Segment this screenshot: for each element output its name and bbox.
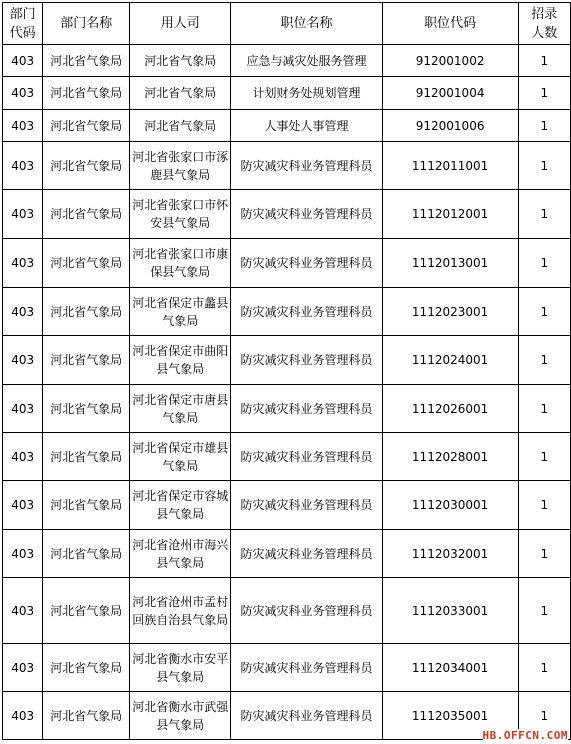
dept-name-cell: 河北省气象局 xyxy=(43,110,130,142)
header-row xyxy=(3,3,571,45)
dept-code-cell: 403 xyxy=(3,644,43,692)
position-name-cell: 防灾减灾科业务管理科员 xyxy=(231,481,382,530)
employer-cell: 河北省保定市曲阳 县气象局 xyxy=(130,336,231,385)
dept-code-cell: 403 xyxy=(3,110,43,142)
headcount-cell: 1 xyxy=(518,336,570,385)
dept-code-cell: 403 xyxy=(3,433,43,481)
dept-code-cell: 403 xyxy=(3,239,43,288)
table-row xyxy=(3,578,571,644)
employer-cell: 河北省张家口市涿 鹿县气象局 xyxy=(130,142,231,190)
position-code-cell: 1112030001 xyxy=(382,481,518,530)
header-position-name: 职位名称 xyxy=(231,3,382,45)
dept-code-cell: 403 xyxy=(3,385,43,433)
position-code-cell: 1112026001 xyxy=(382,385,518,433)
dept-code-cell: 403 xyxy=(3,190,43,239)
site-watermark: HB.OFFCN.COM xyxy=(482,729,568,742)
headcount-cell: 1 xyxy=(518,288,570,336)
header-employer: 用人司 xyxy=(130,3,231,45)
position-code-cell: 1112035001 xyxy=(382,692,518,740)
table-row xyxy=(3,644,571,692)
dept-name-cell: 河北省气象局 xyxy=(43,481,130,530)
table-row xyxy=(3,142,571,190)
position-code-cell: 1112034001 xyxy=(382,644,518,692)
table-row xyxy=(3,110,571,142)
position-name-cell: 防灾减灾科业务管理科员 xyxy=(231,530,382,578)
position-code-cell: 1112023001 xyxy=(382,288,518,336)
headcount-cell: 1 xyxy=(518,481,570,530)
headcount-cell: 1 xyxy=(518,692,570,740)
position-name-cell: 防灾减灾科业务管理科员 xyxy=(231,288,382,336)
position-name-cell: 计划财务处规划管理 xyxy=(231,77,382,110)
employer-cell: 河北省气象局 xyxy=(130,110,231,142)
dept-name-cell: 河北省气象局 xyxy=(43,336,130,385)
employer-cell: 河北省张家口市怀 安县气象局 xyxy=(130,190,231,239)
position-code-cell: 912001004 xyxy=(382,77,518,110)
position-name-cell: 防灾减灾科业务管理科员 xyxy=(231,239,382,288)
position-name-cell: 防灾减灾科业务管理科员 xyxy=(231,644,382,692)
headcount-cell: 1 xyxy=(518,644,570,692)
position-table xyxy=(2,2,571,740)
table-row xyxy=(3,433,571,481)
dept-name-cell: 河北省气象局 xyxy=(43,385,130,433)
headcount-cell: 1 xyxy=(518,239,570,288)
position-name-cell: 防灾减灾科业务管理科员 xyxy=(231,692,382,740)
dept-name-cell: 河北省气象局 xyxy=(43,433,130,481)
dept-code-cell: 403 xyxy=(3,45,43,77)
employer-cell: 河北省衡水市武强 县气象局 xyxy=(130,692,231,740)
table-row xyxy=(3,239,571,288)
dept-name-cell: 河北省气象局 xyxy=(43,644,130,692)
employer-cell: 河北省保定市蠡县 气象局 xyxy=(130,288,231,336)
employer-cell: 河北省沧州市海兴 县气象局 xyxy=(130,530,231,578)
employer-cell: 河北省保定市唐县 气象局 xyxy=(130,385,231,433)
position-name-cell: 防灾减灾科业务管理科员 xyxy=(231,578,382,644)
dept-name-cell: 河北省气象局 xyxy=(43,77,130,110)
header-dept-code: 部门 代码 xyxy=(3,3,43,45)
position-code-cell: 1112024001 xyxy=(382,336,518,385)
table-row xyxy=(3,530,571,578)
table-row xyxy=(3,481,571,530)
header-headcount: 招录 人数 xyxy=(518,3,570,45)
headcount-cell: 1 xyxy=(518,142,570,190)
headcount-cell: 1 xyxy=(518,45,570,77)
dept-code-cell: 403 xyxy=(3,692,43,740)
dept-code-cell: 403 xyxy=(3,77,43,110)
position-name-cell: 防灾减灾科业务管理科员 xyxy=(231,336,382,385)
dept-name-cell: 河北省气象局 xyxy=(43,530,130,578)
position-name-cell: 人事处人事管理 xyxy=(231,110,382,142)
employer-cell: 河北省沧州市孟村 回族自治县气象局 xyxy=(130,578,231,644)
header-position-code: 职位代码 xyxy=(382,3,518,45)
position-code-cell: 1112013001 xyxy=(382,239,518,288)
employer-cell: 河北省衡水市安平 县气象局 xyxy=(130,644,231,692)
position-name-cell: 防灾减灾科业务管理科员 xyxy=(231,190,382,239)
dept-name-cell: 河北省气象局 xyxy=(43,692,130,740)
headcount-cell: 1 xyxy=(518,110,570,142)
table-row xyxy=(3,45,571,77)
position-code-cell: 1112033001 xyxy=(382,578,518,644)
position-name-cell: 应急与减灾处服务管理 xyxy=(231,45,382,77)
dept-name-cell: 河北省气象局 xyxy=(43,578,130,644)
dept-code-cell: 403 xyxy=(3,481,43,530)
employer-cell: 河北省保定市容城 县气象局 xyxy=(130,481,231,530)
dept-name-cell: 河北省气象局 xyxy=(43,190,130,239)
employer-cell: 河北省保定市雄县 气象局 xyxy=(130,433,231,481)
dept-name-cell: 河北省气象局 xyxy=(43,45,130,77)
position-name-cell: 防灾减灾科业务管理科员 xyxy=(231,385,382,433)
headcount-cell: 1 xyxy=(518,433,570,481)
table-row xyxy=(3,336,571,385)
table-row xyxy=(3,77,571,110)
headcount-cell: 1 xyxy=(518,190,570,239)
employer-cell: 河北省气象局 xyxy=(130,45,231,77)
position-name-cell: 防灾减灾科业务管理科员 xyxy=(231,142,382,190)
dept-code-cell: 403 xyxy=(3,578,43,644)
dept-name-cell: 河北省气象局 xyxy=(43,288,130,336)
headcount-cell: 1 xyxy=(518,385,570,433)
dept-code-cell: 403 xyxy=(3,336,43,385)
header-dept-name: 部门名称 xyxy=(43,3,130,45)
dept-code-cell: 403 xyxy=(3,142,43,190)
position-code-cell: 1112028001 xyxy=(382,433,518,481)
position-name-cell: 防灾减灾科业务管理科员 xyxy=(231,433,382,481)
dept-name-cell: 河北省气象局 xyxy=(43,142,130,190)
position-code-cell: 1112012001 xyxy=(382,190,518,239)
dept-code-cell: 403 xyxy=(3,288,43,336)
position-code-cell: 912001006 xyxy=(382,110,518,142)
headcount-cell: 1 xyxy=(518,530,570,578)
headcount-cell: 1 xyxy=(518,77,570,110)
employer-cell: 河北省气象局 xyxy=(130,77,231,110)
headcount-cell: 1 xyxy=(518,578,570,644)
dept-name-cell: 河北省气象局 xyxy=(43,239,130,288)
employer-cell: 河北省张家口市康 保县气象局 xyxy=(130,239,231,288)
position-code-cell: 1112032001 xyxy=(382,530,518,578)
dept-code-cell: 403 xyxy=(3,530,43,578)
table-row xyxy=(3,385,571,433)
position-code-cell: 912001002 xyxy=(382,45,518,77)
table-row xyxy=(3,288,571,336)
table-row xyxy=(3,190,571,239)
position-code-cell: 1112011001 xyxy=(382,142,518,190)
